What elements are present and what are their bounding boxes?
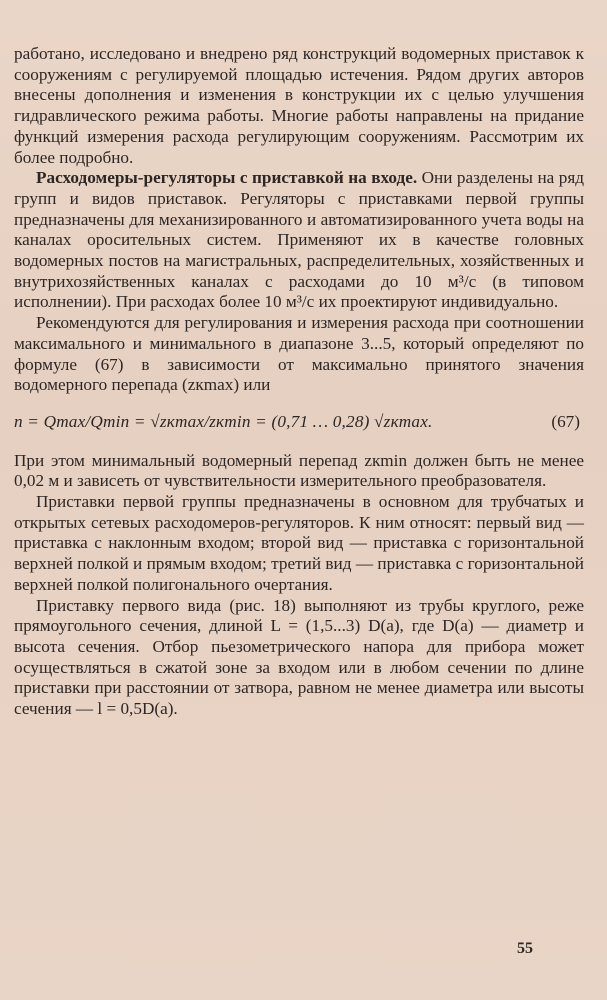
paragraph-1: [14, 44, 584, 168]
page-body: [14, 44, 584, 720]
formula-expression: n = Qmax/Qmin = √zкmax/zкmin = (0,71 … 0,28) √zкmax.: [14, 411, 433, 431]
section-heading: Расходомеры-регуляторы с приставкой на входе.: [36, 168, 418, 188]
paragraph-4: [14, 451, 584, 492]
paragraph-5: [14, 492, 584, 596]
paragraph-5-text: Приставки первой группы предназначены в основном для трубчатых и открытых сетевых расходомеров-регуляторов. К ним относят: первый вид — приставка с наклонным входом; второй вид — приставка с горизонтальной верхней полкой и прямым входом; третий вид — приставка с горизонтальной верхней полкой полигонального очертания.: [14, 492, 584, 594]
paragraph-2-text: Они разделены на ряд групп и видов приставок. Регуляторы с приставками первой группы предназначены для механизированного и автоматизированного учета воды на каналах оросительных систем. Применяют их в качестве головных водомерных постов на магистральных, распределительных, хозяйственных и внутрихозяйственных каналах с расходами до 10 м³/с (в типовом исполнении). При расходах более 10 м³/с их проектируют индивидуально.: [14, 168, 584, 312]
paragraph-3-text: Рекомендуются для регулирования и измерения расхода при соотношении максимального и минимального в диапазоне 3...5, который определяют по формуле (67) в зависимости от максимально принятого значения водомерного перепада (zкmax) или: [14, 313, 584, 395]
paragraph-1-text: работано, исследовано и внедрено ряд конструкций водомерных приставок к сооружениям с регулируемой площадью истечения. Рядом других авторов внесены дополнения и изменения в конструкции их с целью улучшения гидравлического режима работы. Многие работы направлены на придание функций измерения расхода регулирующим сооружениям. Рассмотрим их более подробно.: [14, 44, 584, 167]
formula-67: [14, 412, 584, 433]
paragraph-6: [14, 596, 584, 720]
paragraph-2: [14, 168, 584, 313]
paragraph-3: [14, 313, 584, 396]
paragraph-4-text: При этом минимальный водомерный перепад zкmin должен быть не менее 0,02 м и зависеть от чувствительности измерительного преобразователя.: [14, 450, 584, 491]
page-number: 55: [517, 940, 533, 957]
paragraph-6-text: Приставку первого вида (рис. 18) выполняют из трубы круглого, реже прямоугольного сечения, длиной L = (1,5...3) D(a), где D(a) — диаметр и высота сечения. Отбор пьезометрического напора для прибора может осуществляться в сжатой зоне за входом или в любом сечении по длине приставки при расстоянии от затвора, равном не менее диаметра или высоты сечения — l = 0,5D(a).: [14, 595, 584, 719]
formula-number: (67): [551, 411, 580, 431]
